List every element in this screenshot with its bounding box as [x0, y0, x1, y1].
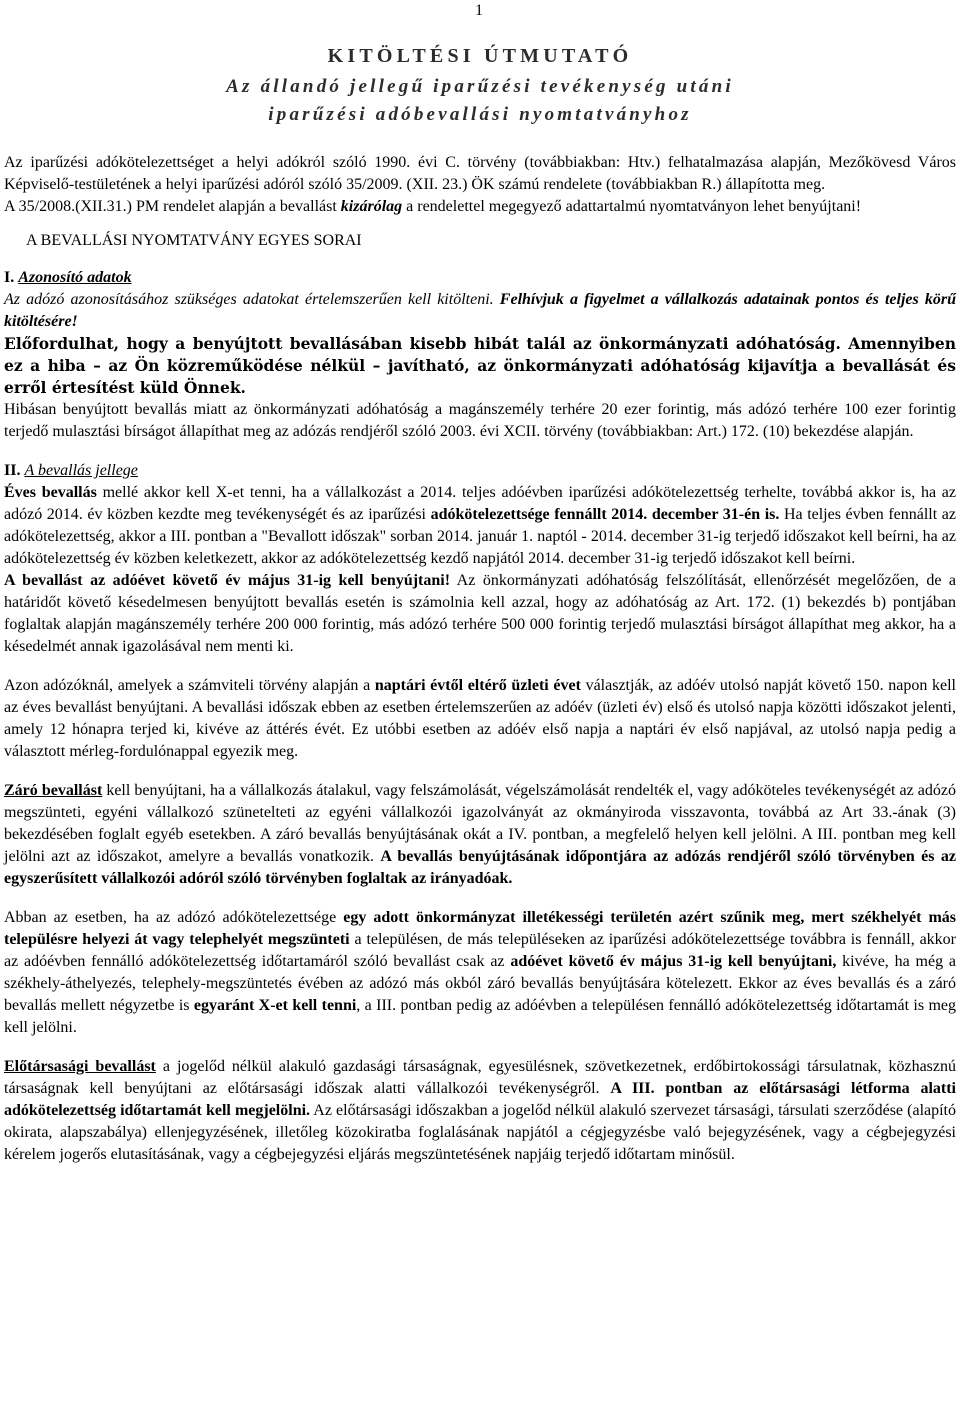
text-run: , a III. pontban pedig az adóévben a településen fennálló adókötelezettség időtartamát is meg kell jelölni.: [4, 997, 957, 1036]
section-2-deadline: [4, 570, 956, 658]
form-lines-heading: A BEVALLÁSI NYOMTATVÁNY EGYES SORAI: [26, 232, 362, 249]
bold-text: egy adott önkormányzat illetékességi területén azért szűnik meg, mert székhelyét más településre helyezi át vagy telephelyét megszünteti: [4, 909, 957, 948]
text-run: Azon adózóknál, amelyek a számviteli törvény alapján a: [4, 677, 375, 694]
section-2-pre-company: [4, 1056, 956, 1166]
section-number: I.: [4, 269, 15, 286]
bold-text: A bevallás benyújtásának időpontjára az adózás rendjéről szóló törvényben és az egyszerűsített vállalkozói adóról szóló törvényben foglaltak az irányadóak.: [4, 848, 956, 887]
text-run: A 35/2008.(XII.31.) PM rendelet alapján a bevallást: [4, 198, 341, 215]
section-1-paragraph-2: [4, 333, 956, 399]
bold-text: Előfordulhat, hogy a benyújtott bevallásában kisebb hibát talál az önkormányzati adóhatóság. Amennyiben ez a hiba – az Ön közreműködése nélkül – javítható, az önkormányzati adóhatóság kijavítja a bevallását és erről értesítést küld Önnek.: [4, 334, 956, 397]
bold-text: egyaránt X-et kell tenni: [193, 997, 357, 1014]
text-run: Az önkormányzati adóhatóság felszólítását, ellenőrzését megelőzően, de a határidőt követő késedelmesen benyújtott bevallás esetén is számolnia kell azzal, hogy az adóhatóság az Art. 172. (1) bekezdés b) pontjában foglaltak alapján magánszemély terhére 200 000 forintig, más adózó terhére 500 000 forintig terjedő mulasztási bírságot állapíthat meg akkor, ha a késedelmét annak igazolásával nem menti ki.: [4, 572, 957, 655]
bold-text: A III. pontban az előtársasági létforma alatti adókötelezettség időtartamát kell megjelölni.: [4, 1080, 957, 1119]
text-run: mellé akkor kell X-et tenni, ha a vállalkozást a 2014. teljes adóévben iparűzési adókötelezettség terhelte, továbbá akkor is, ha az adózó 2014. év közben kezdte meg tevékenységét és az iparűzési: [4, 484, 957, 523]
text-run: Az adózó azonosításához szükséges adatokat értelemszerűen kell kitölteni.: [4, 291, 500, 308]
text-run: Abban az esetben, ha az adózó adókötelezettsége: [4, 909, 344, 926]
section-2-annual-return: [4, 482, 956, 570]
document-subtitle-line2: iparűzési adóbevallási nyomtatványhoz: [268, 104, 692, 125]
text-run: kivéve, ha még a székhely-áthelyezés, telephely-megszüntetés évében az adózó más okból záró bevallás benyújtására kötelezett. Ekkor az éves bevallás és a záró bevallás mellett négyzetbe is: [4, 953, 956, 1014]
emphasis-text: kizárólag: [340, 198, 403, 215]
section-2-relocation: [4, 907, 956, 1039]
section-2-business-year: [4, 675, 956, 763]
bold-text: A bevallást az adóévet követő év május 31-ig kell benyújtani!: [4, 572, 451, 589]
section-title: Azonosító adatok: [18, 269, 132, 286]
bold-text: naptári évtől eltérő üzleti évet: [374, 677, 581, 694]
section-2-closing-return: [4, 780, 956, 890]
bold-text: Záró bevallást: [4, 782, 103, 799]
intro-paragraph: Az iparűzési adókötelezettséget a helyi adókról szóló 1990. évi C. törvény (továbbiakban: Htv.) felhatalmazása alapján, Mezőkövesd Város Képviselő-testületének a helyi iparűzési adóról szóló 35/2009. (XII. 23.) ÖK számú rendelete (továbbiakban R.) állapította meg.: [4, 154, 956, 193]
section-1-paragraph-3: Hibásan benyújtott bevallás miatt az önkormányzati adóhatóság a magánszemély terhére 20 ezer forintig, más adózó terhére 100 ezer forintig terjedő mulasztási bírságot állapíthat meg az adózás rendjéről szóló 2003. évi XCII. törvény (továbbiakban: Art.) 172. (10) bekezdése alapján.: [4, 401, 956, 440]
text-run: a településen, de más településeken az iparűzési adókötelezettsége továbbra is fennáll, akkor az adóévben fennálló adókötelezettség időtartamáról szóló bevallást csak az: [4, 931, 957, 970]
bold-text: adókötelezettsége fennállt 2014. december 31-én is.: [430, 506, 780, 523]
text-run: választják, az adóév utolsó napját követő 150. napon kell az éves bevallást benyújtani. A bevallási időszak ebben az esetben értelemszerűen az adóév (üzleti év) első és utolsó napja közötti időszakot jelenti, amely 12 hónapra terjed ki, kivéve az áttérés évét. Ez utóbbi esetben az adóév első napja a naptári év első napjával, az utolsó napja pedig a választott mérleg-fordulónappal egyezik meg.: [4, 677, 956, 760]
section-number: II.: [4, 462, 21, 479]
document-title: KITÖLTÉSI ÚTMUTATÓ: [327, 45, 633, 67]
page-number: 1: [475, 2, 483, 19]
intro-regulation-paragraph: [4, 196, 956, 218]
bold-text: Éves bevallás: [4, 484, 97, 501]
text-run: kell benyújtani, ha a vállalkozás átalakul, vagy felszámolását, végelszámolását rendelték el, vagy adóköteles tevékenységét az adózó megszünteti, egyéni vállalkozó szünetelteti az egyéni vállalkozói igazolványát az okmányiroda visszavonta, továbbá az Art 33.-ának (3) bekezdésében foglalt egyéb esetekben. A záró bevallás benyújtásának okát a IV. pontban, a megfelelő helyen kell jelölni. A III. pontban meg kell jelölni azt az időszakot, amelyre a bevallás vonatkozik.: [4, 782, 956, 865]
bold-text: adóévet követő év május 31-ig kell benyújtani,: [510, 953, 837, 970]
text-run: a rendelettel megegyező adattartalmú nyomtatványon lehet benyújtani!: [402, 198, 862, 215]
document-subtitle-line1: Az állandó jellegű iparűzési tevékenység utáni: [226, 76, 734, 97]
section-2-heading: [4, 460, 956, 482]
text-run: a jogelőd nélkül alakuló gazdasági társaságnak, egyesülésnek, szövetkezetnek, erdőbirtokossági társulatnak, közhasznú társaságnak kell benyújtani az előtársasági időszak alatti vállalkozói tevékenységről.: [4, 1058, 956, 1097]
document-body: [4, 152, 956, 1166]
section-1-heading: [4, 267, 956, 289]
bold-text: Előtársasági bevallást: [4, 1058, 156, 1075]
section-1-paragraph-1: [4, 289, 956, 333]
emphasis-text: Felhívjuk a figyelmet a vállalkozás adatainak pontos és teljes körű kitöltésére!: [4, 291, 957, 330]
text-run: Az előtársasági időszakban a jogelőd nélkül alakuló szervezet társasági, társulati szerződése (alapító okirata, alapszabálya) ellenjegyzésének, illetőleg közokiratba foglalásának napjától a cégjegyzésbe való bejegyzésének, vagy a cégbejegyzési kérelem jogerős elutasításának, vagy a cégbejegyzési eljárás megszüntetésének napjáig terjedő időtartam minősül.: [4, 1102, 957, 1163]
text-run: Ha teljes évben fennállt az adókötelezettség, akkor a III. pontban a "Bevallott időszak" sorban 2014. január 1. naptól - 2014. december 31-ig terjedő időszakot kell beírni, ha az adókötelezettség év közben keletkezett, akkor az adókötelezettség kezdő napjától 2014. december 31-ig terjedő időszakot kell beírni.: [4, 506, 956, 567]
section-title: A bevallás jellege: [24, 462, 138, 479]
